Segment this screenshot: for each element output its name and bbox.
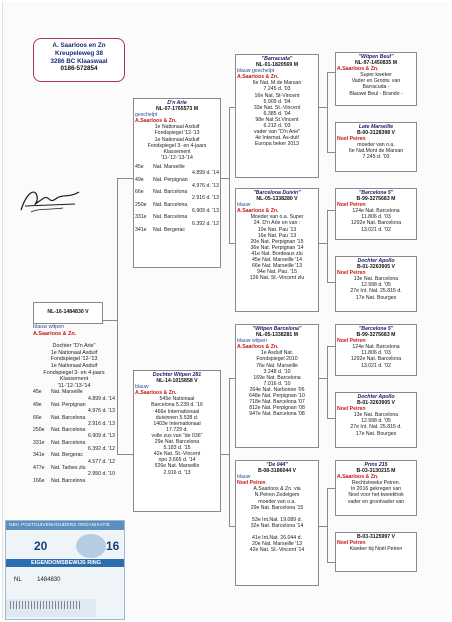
text-line: 10e Nat. Pau '13 [257, 226, 297, 233]
breeder-address [33, 38, 125, 82]
seal-icon [76, 534, 106, 558]
result-race: Nat. Barcelona 6.392 d. '12 [153, 214, 219, 227]
dam-sire-box [235, 324, 319, 448]
sticker-year-right: 16 [106, 539, 120, 553]
connector [221, 454, 229, 455]
text-line: 13.021 d. '02 [361, 226, 391, 233]
ds-name: "Witpen Barcelona" [252, 326, 302, 332]
sire-name: D'n Arie [167, 100, 187, 106]
sire-owner: A.Saarloos & Zn. [135, 118, 177, 125]
dd-owner: Noel Peiren [237, 480, 266, 487]
text-line: moeder van o.a. [258, 498, 296, 505]
text-line: 7.016 d. '10 [263, 380, 291, 387]
text-line: 12.998 d. '05 [361, 282, 391, 289]
dd-name: "De 044" [266, 462, 288, 468]
sdd-owner: Noel Peiren [337, 270, 366, 277]
pedigree-sheet [2, 2, 449, 618]
ddd-lines [337, 546, 415, 552]
ds-lines [237, 350, 317, 417]
connector [103, 320, 117, 321]
sire-ring: NL-07-1765573 M [155, 106, 199, 113]
connector [327, 418, 335, 419]
text-line: 526e Nat. Marseille [154, 463, 200, 470]
dss-lines [337, 344, 415, 368]
connector [327, 346, 335, 347]
ownership-sticker [5, 520, 125, 620]
text-line: 124e Nat. Barcelona [352, 208, 400, 215]
ss-ring: NL-01-1820569 M [255, 62, 299, 69]
text-line: 27e Int. Nat. 25.815 d. [350, 288, 402, 295]
text-line: 24. D'n Arie en van : [253, 220, 301, 227]
barcode-icon [10, 601, 80, 609]
connector [117, 178, 118, 454]
sticker-ring-number: 1484830 [37, 577, 61, 583]
breeder-city: 3286 BC Klaaswaal [50, 57, 108, 65]
text-line: 4e Internat. As-duif [255, 135, 299, 142]
text-line: 20e Nat. Perpignan '15 [250, 238, 304, 245]
result-row [33, 415, 115, 428]
text-line: duivinnen 5.538 d. [155, 414, 199, 421]
text-line: Barcelona 5.239 d. '16 [151, 402, 203, 409]
breeder-name: A. Saarloos en Zn [52, 42, 106, 49]
breeder-street: Kreupeleweg 38 [55, 49, 103, 57]
connector [327, 210, 328, 282]
connector [327, 72, 335, 73]
ddd-box [335, 532, 417, 572]
result-race: Nat. Marseille 4.899 d. '14 [51, 389, 115, 402]
note-line: Klassement [59, 376, 89, 383]
text-line: 11.806 d. '03 [361, 350, 391, 357]
result-row [135, 177, 219, 190]
note-line: Fondspiegel '12-'13 [154, 130, 200, 137]
sire-sire-box [235, 54, 319, 178]
ddd-ring: B-03-3125997 V [356, 534, 396, 540]
subject-results [33, 389, 115, 483]
sss-ring: NL-97-1450835 M [354, 60, 398, 67]
result-row [135, 227, 219, 233]
subject-notes [33, 343, 115, 389]
text-line: Blauwe Beul - Brando - [349, 90, 403, 97]
text-line: 7.245 d. '03 [263, 86, 291, 93]
result-race: Nat. Tarbes zlu 2.950 d. '10 [51, 464, 115, 478]
dam-dam-box [235, 460, 319, 586]
text-line: Barracuda - [362, 84, 390, 91]
note-line: 1e Nationaal Asduif [154, 136, 200, 143]
result-row [33, 440, 115, 453]
text-line: 66e Nat. Marseille '13 [251, 263, 302, 270]
text-line: 6e Nat. M.de Marsan [252, 80, 302, 87]
signature-icon [17, 182, 85, 218]
text-line: 5.183 d. '15 [163, 445, 191, 452]
text-line: 16e Nat. Pau '13 [257, 232, 297, 239]
dsd-ring: B-01-3263905 V [356, 400, 396, 407]
text-line: 812e Nat. Perpignan '08 [249, 405, 305, 412]
dsd-name: Dochter Apollo [357, 394, 395, 400]
text-line: 16e Nat. St-Vincent [254, 92, 300, 99]
sds-lines [337, 208, 415, 232]
breeder-phone: 0186-572854 [60, 65, 98, 73]
dss-name: "Barcelona 5" [358, 326, 394, 332]
ss-owner: A.Saarloos & Zn. [237, 74, 279, 81]
text-line: 41e Int.Nat. 26.044 d. [252, 535, 302, 542]
dam-color: blauw [135, 384, 149, 391]
dd-lines [237, 486, 317, 553]
text-line: volle zus van "de 036" [151, 432, 203, 439]
result-rank: 250e [135, 201, 147, 208]
text-line: N.Peiren Zedelgem [254, 492, 300, 499]
text-line: 6e Nat.Mont de Marsan [348, 148, 404, 155]
ss-color: blauw geschelpt [237, 68, 275, 75]
sds-ring: B-99-3275683 M [356, 196, 396, 203]
connector [319, 526, 327, 527]
text-line: Fondspiegel 2010 [256, 356, 298, 363]
text-line: 13e Nat. Barcelona [353, 412, 399, 419]
note-line: 1e Nationaal Asduif [154, 124, 200, 131]
sire-dam-box [235, 188, 319, 312]
text-line: 17e Nat. Bourges [355, 294, 397, 301]
note-line: Fondspiegel 3- en 4-jaars [43, 369, 105, 376]
text-line: Europa beker 2013 [254, 141, 300, 148]
text-line: 41e Nat. Bordeaux zlu [251, 250, 303, 257]
text-line: Super kweker [360, 72, 392, 79]
connector [327, 152, 335, 153]
text-line: 718e Nat. Barcelona '07 [249, 399, 305, 406]
ssd-name: Late Marseille [358, 124, 394, 130]
dam-owner: A.Saarloos & Zn. [135, 390, 177, 397]
dsd-box [335, 392, 417, 448]
text-line: 169e Nat. Barcelona [253, 374, 301, 381]
result-race: Nat. Barcelona 6.909 d. '13 [153, 201, 219, 215]
result-rank: 49e [33, 401, 42, 408]
result-row [135, 202, 219, 215]
ss-name: "Barracuda" [261, 56, 293, 62]
dss-box [335, 324, 417, 376]
text-line: 29e Nat. Barcelona [154, 439, 200, 446]
connector [327, 282, 335, 283]
sd-owner: A.Saarloos & Zn. [237, 208, 279, 215]
result-rank: 341e [33, 452, 45, 459]
result-row [33, 465, 115, 478]
result-rank: 45e [33, 389, 42, 396]
sd-name: "Barcelona Duivin" [253, 190, 301, 196]
dam-box [133, 370, 221, 512]
sss-name: "Witpen Beul" [358, 54, 394, 60]
dds-box [335, 460, 417, 516]
text-line: 27e Int. Nat. 25.815 d. [350, 424, 402, 431]
note-line: Fondspiegel '12-'13 [50, 356, 98, 363]
ssd-owner: Noel Peiren [337, 136, 366, 143]
result-row [33, 478, 115, 484]
result-race: Nat. Barcelona [51, 477, 86, 484]
sds-name: "Barcelona 5" [358, 190, 394, 196]
note-line: Fondspiegel 3- en 4-jaars [147, 142, 207, 149]
text-line: In 2016 gekregen van [350, 486, 402, 493]
result-rank: 49e [135, 176, 144, 183]
sd-lines [237, 214, 317, 281]
text-line: 17.729 d. [166, 426, 188, 433]
result-race: Nat. Perpignan 4.976 d. '13 [153, 176, 219, 189]
connector [117, 454, 133, 455]
ssd-box [335, 122, 417, 172]
sticker-year-left: 20 [34, 539, 48, 553]
sd-color: blauw [237, 202, 251, 209]
connector [327, 210, 335, 211]
text-line: Kweker bij Noël Peiren [349, 546, 403, 553]
text-line: A.Saarloos & Zn. via [253, 486, 301, 493]
sss-box [335, 52, 417, 106]
sdd-lines [337, 276, 415, 300]
connector [327, 562, 335, 563]
text-line: 5.909 d. '04 [263, 98, 291, 105]
result-race: Nat. Marseille 4.899 d. '14 [153, 163, 219, 177]
result-row [33, 452, 115, 465]
text-line: 32e Nat. Barcelona '14 [250, 522, 304, 529]
text-line: 12.998 d. '05 [361, 418, 391, 425]
text-line: 6.385 d. '04 [263, 110, 291, 117]
result-rank: 66e [135, 189, 144, 196]
note-line: 1e Nationaal Asduif [50, 349, 98, 356]
text-line: 1292e Nat. Barcelona [350, 356, 402, 363]
text-line: 94e Nat. Pau. '15 [257, 269, 297, 276]
text-line: 98e Nat St.Vincent [255, 116, 299, 123]
result-row [135, 164, 219, 177]
text-line: 3.248 d. '10 [263, 368, 291, 375]
note-line: Klassement [163, 148, 191, 155]
connector [221, 178, 229, 179]
subject-pigeon-ring-box [33, 302, 103, 324]
text-line: 45e Nat. Marseille '14 [251, 257, 302, 264]
text-line: 947e Nat. Barcelona '08 [249, 411, 305, 418]
result-race: Nat. Barcelona 6.392 d. '12 [51, 439, 115, 453]
dss-ring: B-99-3275683 M [356, 332, 396, 339]
result-rank: 250e [33, 427, 45, 434]
connector [327, 488, 335, 489]
result-race: Nat. Barcelona 2.916 d. '13 [153, 189, 219, 202]
dd-color: blauw [237, 474, 251, 481]
result-row [33, 402, 115, 415]
sticker-number [14, 577, 60, 583]
note-line: '11-'12-'13-'14 [161, 154, 193, 161]
text-line: 13e Nat. Barcelona [353, 276, 399, 283]
result-row [33, 389, 115, 402]
dss-owner: Noel Peiren [337, 338, 366, 345]
text-line: 42e Nat. St.-Vincent '14 [249, 547, 305, 554]
dds-name: Prins 215 [364, 462, 388, 468]
result-rank: 331e [135, 214, 147, 221]
sdd-box [335, 256, 417, 312]
dsd-lines [337, 412, 415, 436]
result-rank: 477e [33, 464, 45, 471]
text-line: 1e Asduif Nat. [260, 350, 294, 357]
ssd-ring: B-00-3128398 V [356, 130, 396, 137]
text-line: Rechtstreeks Peiren. [351, 480, 401, 487]
subject-owner: A.Saarloos & Zn. [33, 330, 77, 337]
connector [327, 72, 328, 152]
text-line: 76e Nat. Marseille [256, 362, 298, 369]
result-race: Nat. Bergerac 4.577 d. '12 [51, 452, 115, 465]
sss-owner: A.Saarloos & Zn. [337, 66, 379, 73]
dam-lines [135, 396, 219, 475]
result-row [135, 189, 219, 202]
result-rank: 331e [33, 439, 45, 446]
dsd-owner: Noel Peiren [337, 406, 366, 413]
result-row [33, 427, 115, 440]
text-line: 136 Nat. St.-Vincent zlu [249, 275, 305, 282]
text-line: 29e Nat. Barcelona '15 [250, 504, 304, 511]
sd-ring: NL-05-1338280 V [256, 196, 298, 203]
dam-name: Dochter Witpen 281 [152, 372, 202, 378]
text-line: 36e Nat. Perpignan '14 [250, 244, 304, 251]
subject-details [33, 324, 115, 484]
result-rank: 66e [33, 414, 42, 421]
sdd-ring: B-01-3263905 V [356, 264, 396, 271]
sds-owner: Noel Peiren [337, 202, 366, 209]
note-line: '11-'12-'13-'14 [57, 382, 91, 389]
result-race: Nat. Barcelona 6.909 d. '13 [51, 427, 115, 440]
result-race: Nat. Bergerac [153, 226, 186, 233]
note-line: 1e Nationaal Asduif [50, 362, 98, 369]
sire-color: geschelpt [135, 112, 158, 119]
connector [319, 107, 327, 108]
text-line: 20e Nat. Marseille '13 [251, 541, 302, 548]
ddd-owner: Noel Peiren [337, 540, 366, 547]
result-rank: 166e [33, 477, 45, 484]
note-line: Dochter "D'n Arie" [52, 343, 96, 350]
text-line: Noel voor het kweekhok [348, 492, 404, 499]
text-line: vader en grootvader van [347, 498, 405, 505]
ds-ring: NL-05-1338281 M [255, 332, 299, 339]
result-race: Nat. Perpignan 4.976 d. '13 [51, 401, 115, 415]
result-race: Nat. Barcelona 2.916 d. '13 [51, 414, 115, 427]
text-line: vader van "D'n Arie" [254, 129, 300, 136]
connector [117, 178, 133, 179]
sticker-header: NBV. POSTDUIVENHOUDERS ORGANISATIE [6, 521, 124, 530]
sdd-name: Dochter Apollo [357, 258, 395, 264]
text-line: 2.916 d. '13 [163, 469, 191, 476]
ds-color: blauw witpen [237, 338, 267, 345]
result-rank: 45e [135, 163, 144, 170]
text-line: 13.021 d. '02 [361, 362, 391, 369]
text-line: 33e Nat. St.-Vincent [253, 104, 301, 111]
connector [319, 378, 327, 379]
connector [229, 378, 230, 526]
dds-owner: A.Saarloos & Zn. [337, 474, 379, 481]
text-line: 6.212 d. '03 [263, 123, 291, 130]
text-line: 7.245 d. '03 [362, 154, 390, 161]
text-line: 1403e Internationaal [153, 420, 201, 427]
sds-box [335, 188, 417, 240]
sticker-band: EIGENDOMSBEWIJS RING [6, 559, 125, 567]
sire-results [135, 164, 219, 233]
ssd-lines [337, 142, 415, 160]
result-rank: 341e [135, 226, 147, 233]
connector [327, 346, 328, 418]
sire-box [133, 98, 221, 268]
text-line: Vader en Grootv. van [351, 78, 401, 85]
text-line: 648e Nat. Perpignan '10 [249, 393, 305, 400]
text-line: 53e Int.Nat. 19.089 d. [252, 516, 302, 523]
subject-ring: NL-16-1484830 V [47, 309, 89, 315]
ds-owner: A.Saarloos & Zn. [237, 344, 279, 351]
dds-lines [337, 480, 415, 504]
ss-lines [237, 80, 317, 147]
text-line: 42e Nat. St.-Vincent [153, 451, 201, 458]
sticker-prefix: NL [14, 577, 22, 583]
text-line: npo 3.665 d. '14 [158, 457, 196, 464]
text-line: 17e Nat. Bourges [355, 430, 397, 437]
text-line: 124e Nat. Barcelona [352, 344, 400, 351]
text-line: 1292e Nat. Barcelona [350, 220, 402, 227]
connector [327, 488, 328, 562]
text-line: 11.806 d. '03 [361, 214, 391, 221]
text-line: 545e Nationaal [159, 396, 195, 403]
result-row [135, 214, 219, 227]
dam-ring: NL-14-1015858 V [156, 378, 198, 385]
sss-lines [337, 72, 415, 96]
dd-ring: B-08-3186044 V [257, 468, 297, 475]
dds-ring: B-03-3130215 M [356, 468, 396, 475]
text-line: 264e Nat. Narbonne '06 [249, 386, 305, 393]
text-line: 466e Internationaal [154, 408, 200, 415]
connector [229, 107, 230, 243]
text-line: Moeder van o.a. Super [250, 214, 304, 221]
subject-color: blauw witpen [33, 324, 65, 330]
connector [319, 243, 327, 244]
text-line: moeder van o.a. [357, 142, 395, 149]
